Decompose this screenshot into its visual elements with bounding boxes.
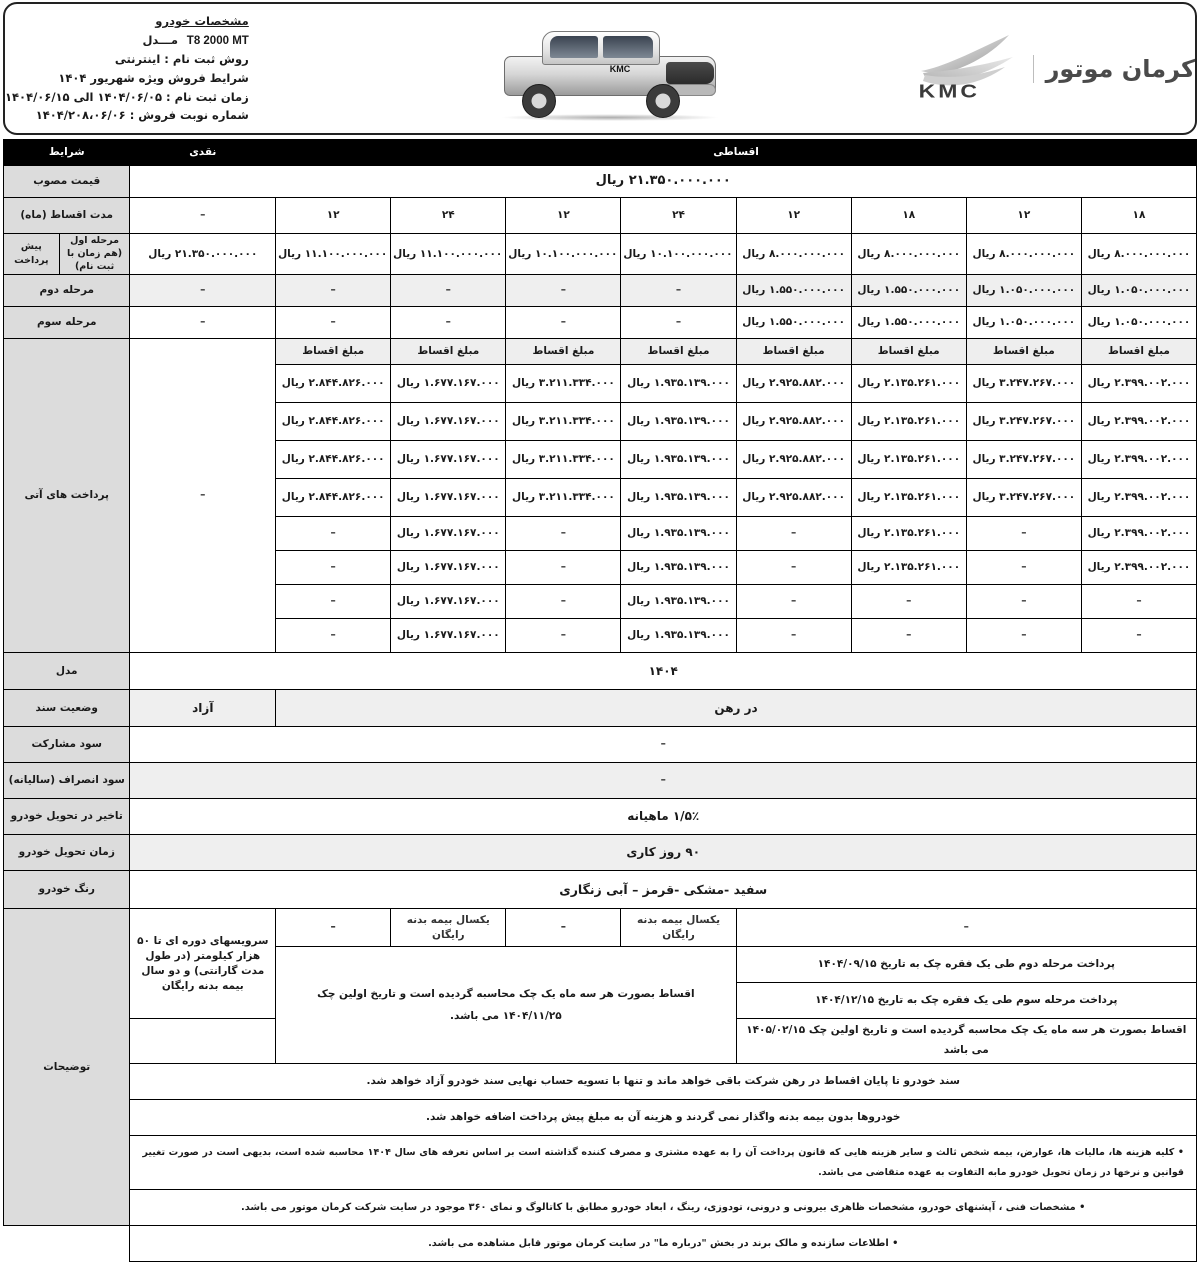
delivery-delay-row [4,799,1197,835]
page-header [3,2,1197,135]
kmc-logo-icon [913,31,1019,107]
check-note-right-3: اقساط بصورت هر سه ماه یک چک محاسبه گردیده است و تاریخ اولین چک ۱۴۰۵/۰۲/۱۵ می باشد [736,1019,1196,1064]
installment-head-cell: مبلغ اقساط [966,339,1081,365]
installment-cell: – [276,517,391,551]
months-cell: ۱۸ [1081,198,1196,234]
installment-cell: – [736,619,851,653]
row-label-prepayment: پیش پرداخت [4,234,59,274]
row-label-approved-price: قیمت مصوب [4,166,130,198]
row-label-stage1 [4,234,130,275]
installment-cell: – [966,619,1081,653]
installment-cell: ۲.۸۴۴.۸۲۶.۰۰۰ ریال [276,479,391,517]
insurance-cell: – [276,909,391,947]
installment-cell: – [736,551,851,585]
car-color-row [4,871,1197,909]
row-label-stage3: مرحله سوم [4,307,130,339]
installment-cell: ۲.۳۹۹.۰۰۲.۰۰۰ ریال [1081,517,1196,551]
months-cell: ۲۴ [391,198,506,234]
installment-cell: – [276,551,391,585]
insurance-cell: یکسال بیمه بدنه رایگان [621,909,736,947]
insurance-cell: – [506,909,621,947]
installment-cell: – [966,517,1081,551]
installment-cell: ۱.۶۷۷.۱۶۷.۰۰۰ ریال [391,585,506,619]
register-method: روش ثبت نام : اینترنتی [114,52,249,67]
stage2-cell: – [391,275,506,307]
car-color-value: سفید -مشکی -قرمز – آبی زنگاری [130,871,1197,909]
vehicle-image [430,14,730,124]
model-value: T8 2000 MT [186,34,249,47]
future-payments-cash: – [130,339,276,653]
installment-cell: ۲.۱۳۵.۲۶۱.۰۰۰ ریال [851,365,966,403]
delivery-time-row [4,835,1197,871]
partnership-profit-row [4,727,1197,763]
footer-note-4: • مشخصات فنی ، آپشنهای خودرو، مشخصات ظاهری بیرونی و درونی، تودوزی، رینگ ، ابعاد خودرو مطابق با کاتالوگ و نمای ۳۶۰ موجود در سایت شرکت کرمان موتور می باشد. [130,1190,1197,1226]
installment-head-cell: مبلغ اقساط [851,339,966,365]
stage1-cell-cash: ۲۱.۳۵۰.۰۰۰.۰۰۰ ریال [130,234,276,275]
terms-title: شرایط فروش ویژه شهریور ۱۴۰۴ [58,71,249,85]
sales-conditions-table [3,139,1197,1262]
row-label-car-color: رنگ خودرو [4,871,130,909]
stage3-cell: – [506,307,621,339]
model-line [5,31,249,51]
stage2-cell: ۱.۰۵۰.۰۰۰.۰۰۰ ریال [1081,275,1196,307]
stage3-cell: ۱.۵۵۰.۰۰۰.۰۰۰ ریال [851,307,966,339]
installment-head-cell: مبلغ اقساط [506,339,621,365]
installment-cell: ۳.۲۴۷.۲۶۷.۰۰۰ ریال [966,365,1081,403]
stage2-cell: – [621,275,736,307]
installment-cell: – [1081,585,1196,619]
check-note-left: اقساط بصورت هر سه ماه یک چک محاسبه گردیده است و تاریخ اولین چک ۱۴۰۴/۱۱/۲۵ می باشد. [276,947,736,1064]
installment-cell: – [1081,619,1196,653]
sale-round: شماره نوبت فروش : ۱۴۰۴/۲۰۸،۰۶/۰۶ [35,108,249,123]
installment-cell: ۱.۶۷۷.۱۶۷.۰۰۰ ریال [391,441,506,479]
installment-cell: ۱.۹۳۵.۱۳۹.۰۰۰ ریال [621,517,736,551]
installment-cell: – [506,517,621,551]
months-cell-cash: – [130,198,276,234]
installment-head-cell: مبلغ اقساط [391,339,506,365]
footer-note-3: • کلیه هزینه ها، مالیات ها، عوارض، بیمه شخص ثالث و سایر هزینه هایی که قانون پرداخت آن را به عهده مشتری و مصرف کننده گذاشته است بر اساس تعرفه های سال ۱۴۰۴ محاسبه شده است، بدیهی است در صورت تغییر قوانین و نرخها در زمان تحویل خودرو مابه التفاوت به عهده متقاضی می باشد. [130,1136,1197,1190]
row-label-model-year: مدل [4,653,130,690]
installment-cell: ۱.۶۷۷.۱۶۷.۰۰۰ ریال [391,551,506,585]
months-cell: ۲۴ [621,198,736,234]
stage2-cell: ۱.۰۵۰.۰۰۰.۰۰۰ ریال [966,275,1081,307]
document-status-installment: در رهن [276,690,1197,727]
installment-cell: ۱.۶۷۷.۱۶۷.۰۰۰ ریال [391,619,506,653]
approved-price-value: ۲۱.۳۵۰.۰۰۰.۰۰۰ ریال [130,166,1197,198]
model-year-row [4,653,1197,690]
installment-cell: ۳.۲۴۷.۲۶۷.۰۰۰ ریال [966,479,1081,517]
stage1-cell: ۱۰.۱۰۰.۰۰۰.۰۰۰ ریال [506,234,621,275]
installment-cell: ۱.۹۳۵.۱۳۹.۰۰۰ ریال [621,585,736,619]
installment-cell: ۱.۹۳۵.۱۳۹.۰۰۰ ریال [621,551,736,585]
installment-cell: ۲.۸۴۴.۸۲۶.۰۰۰ ریال [276,403,391,441]
installment-cell: ۱.۶۷۷.۱۶۷.۰۰۰ ریال [391,365,506,403]
months-cell: ۱۲ [966,198,1081,234]
installment-head-row [4,339,1197,365]
group-header-installment: اقساطی [276,140,1197,166]
stage3-row [4,307,1197,339]
footer-note-1: سند خودرو تا پایان اقساط در رهن شرکت باقی خواهد ماند و تنها با تسویه حساب نهایی سند خودرو آزاد خواهد شد. [130,1064,1197,1100]
footer-note-row [4,1064,1197,1100]
installment-cell: – [736,585,851,619]
installment-cell: ۲.۹۲۵.۸۸۲.۰۰۰ ریال [736,479,851,517]
footer-note-2: خودروها بدون بیمه بدنه واگذار نمی گردند و هزینه آن به مبلغ پیش پرداخت اضافه خواهد شد. [130,1100,1197,1136]
stage2-cell-cash: – [130,275,276,307]
stage1-row [4,234,1197,275]
installment-cell: – [276,585,391,619]
installment-cell: – [851,585,966,619]
insurance-cell: یکسال بیمه بدنه رایگان [391,909,506,947]
row-label-future-payments: پرداخت های آتی [4,339,130,653]
installment-cell: – [966,585,1081,619]
brand-logo-area [897,31,1195,107]
insurance-row [4,909,1197,947]
footer-note-row [4,1100,1197,1136]
vehicle-badge-text: KMC [609,63,631,74]
stage2-cell: ۱.۵۵۰.۰۰۰.۰۰۰ ریال [851,275,966,307]
approved-price-row [4,166,1197,198]
stage3-cell: – [391,307,506,339]
check-note-right-2: پرداخت مرحله سوم طی یک فقره چک به تاریخ ۱۴۰۴/۱۲/۱۵ [736,983,1196,1019]
installment-cell: ۲.۳۹۹.۰۰۲.۰۰۰ ریال [1081,403,1196,441]
footer-note-row [4,1190,1197,1226]
installment-cell: ۲.۸۴۴.۸۲۶.۰۰۰ ریال [276,365,391,403]
withdrawal-profit-value: – [130,763,1197,799]
stage1-cell: ۱۱.۱۰۰.۰۰۰.۰۰۰ ریال [391,234,506,275]
withdrawal-profit-row [4,763,1197,799]
installment-cell: ۲.۹۲۵.۸۸۲.۰۰۰ ریال [736,365,851,403]
installment-cell: ۲.۱۳۵.۲۶۱.۰۰۰ ریال [851,551,966,585]
installment-head-cell: مبلغ اقساط [276,339,391,365]
installment-cell: ۳.۲۱۱.۳۳۴.۰۰۰ ریال [506,441,621,479]
installment-cell: ۳.۲۱۱.۳۳۴.۰۰۰ ریال [506,365,621,403]
installment-cell: – [851,619,966,653]
stage1-cell: ۸.۰۰۰.۰۰۰.۰۰۰ ریال [736,234,851,275]
installment-cell: ۲.۱۳۵.۲۶۱.۰۰۰ ریال [851,479,966,517]
stage2-cell: ۱.۵۵۰.۰۰۰.۰۰۰ ریال [736,275,851,307]
installment-cell: ۱.۹۳۵.۱۳۹.۰۰۰ ریال [621,403,736,441]
installment-cell: ۱.۹۳۵.۱۳۹.۰۰۰ ریال [621,619,736,653]
footer-note-row [4,1136,1197,1190]
installment-cell: ۳.۲۴۷.۲۶۷.۰۰۰ ریال [966,403,1081,441]
installment-cell: – [506,551,621,585]
stage1-cell: ۸.۰۰۰.۰۰۰.۰۰۰ ریال [851,234,966,275]
installment-cell: ۲.۱۳۵.۲۶۱.۰۰۰ ریال [851,403,966,441]
stage2-row [4,275,1197,307]
installment-cell: ۱.۹۳۵.۱۳۹.۰۰۰ ریال [621,365,736,403]
model-label: مـــدل [142,32,178,47]
stage3-cell: – [276,307,391,339]
installment-cell: – [506,585,621,619]
brand-name-fa: کرمان موتور [1033,55,1195,83]
months-cell: ۱۲ [276,198,391,234]
installment-cell: ۲.۱۳۵.۲۶۱.۰۰۰ ریال [851,517,966,551]
installment-cell: ۱.۶۷۷.۱۶۷.۰۰۰ ریال [391,517,506,551]
stage1-cell: ۱۱.۱۰۰.۰۰۰.۰۰۰ ریال [276,234,391,275]
installment-cell: – [276,619,391,653]
installment-cell: ۱.۹۳۵.۱۳۹.۰۰۰ ریال [621,441,736,479]
installment-cell: ۳.۲۴۷.۲۶۷.۰۰۰ ریال [966,441,1081,479]
insurance-cell: – [736,909,1196,947]
model-year-value: ۱۴۰۴ [130,653,1197,690]
row-label-withdrawal-profit: سود انصراف (سالیانه) [4,763,130,799]
row-label-explanations: توضیحات [4,909,130,1226]
header-info-block [5,8,263,129]
services-note: سرویسهای دوره ای تا ۵۰ هزار کیلومتر (در طول مدت گارانتی) و دو سال بیمه بدنه رایگان [130,909,276,1019]
footer-note-5: • اطلاعات سازنده و مالک برند در بخش "درباره ما" در سایت کرمان موتور قابل مشاهده می باشد. [130,1226,1197,1262]
months-cell: ۱۲ [506,198,621,234]
installment-head-cell: مبلغ اقساط [1081,339,1196,365]
stage3-cell: ۱.۵۵۰.۰۰۰.۰۰۰ ریال [736,307,851,339]
stage3-cell: ۱.۰۵۰.۰۰۰.۰۰۰ ریال [1081,307,1196,339]
stage1-cell: ۱۰.۱۰۰.۰۰۰.۰۰۰ ریال [621,234,736,275]
row-label-delivery-delay: تاخیر در تحویل خودرو [4,799,130,835]
months-cell: ۱۸ [851,198,966,234]
delivery-delay-value: ۱/۵٪ ماهیانه [130,799,1197,835]
stage1-cell: ۸.۰۰۰.۰۰۰.۰۰۰ ریال [1081,234,1196,275]
document-status-row [4,690,1197,727]
brand-name-en: KMC [918,79,980,102]
installment-cell: ۲.۳۹۹.۰۰۲.۰۰۰ ریال [1081,365,1196,403]
stage1-label-line2: (هم زمان با ثبت نام) [67,247,123,272]
row-label-months: مدت اقساط (ماه) [4,198,130,234]
stage3-cell-cash: – [130,307,276,339]
stage2-cell: – [506,275,621,307]
document-status-cash: آزاد [130,690,276,727]
months-row [4,198,1197,234]
row-label-partnership-profit: سود مشارکت [4,727,130,763]
sales-terms-sheet [0,2,1200,1285]
footer-note-row [4,1226,1197,1262]
installment-cell: ۲.۱۳۵.۲۶۱.۰۰۰ ریال [851,441,966,479]
installment-cell: ۳.۲۱۱.۳۳۴.۰۰۰ ریال [506,479,621,517]
installment-cell: – [506,619,621,653]
row-label-document-status: وضعیت سند [4,690,130,727]
installment-head-cell: مبلغ اقساط [621,339,736,365]
group-header-cash: نقدی [130,140,276,166]
installment-cell: – [736,517,851,551]
delivery-time-value: ۹۰ روز کاری [130,835,1197,871]
installment-cell: ۲.۹۲۵.۸۸۲.۰۰۰ ریال [736,403,851,441]
specs-title: مشخصات خودرو [155,14,249,29]
row-label-stage2: مرحله دوم [4,275,130,307]
installment-cell: ۲.۳۹۹.۰۰۲.۰۰۰ ریال [1081,479,1196,517]
stage1-cell: ۸.۰۰۰.۰۰۰.۰۰۰ ریال [966,234,1081,275]
installment-head-cell: مبلغ اقساط [736,339,851,365]
group-header-row [4,140,1197,166]
stage3-cell: ۱.۰۵۰.۰۰۰.۰۰۰ ریال [966,307,1081,339]
stage3-cell: – [621,307,736,339]
row-label-delivery-time: زمان تحویل خودرو [4,835,130,871]
row-label-conditions: شرایط [4,140,130,166]
stage2-cell: – [276,275,391,307]
partnership-profit-value: – [130,727,1197,763]
installment-cell: ۲.۳۹۹.۰۰۲.۰۰۰ ریال [1081,551,1196,585]
installment-cell: – [966,551,1081,585]
check-note-right-1: پرداخت مرحله دوم طی یک فقره چک به تاریخ ۱۴۰۴/۰۹/۱۵ [736,947,1196,983]
installment-cell: ۱.۶۷۷.۱۶۷.۰۰۰ ریال [391,403,506,441]
installment-cell: ۲.۹۲۵.۸۸۲.۰۰۰ ریال [736,441,851,479]
installment-cell: ۱.۹۳۵.۱۳۹.۰۰۰ ریال [621,479,736,517]
register-time: زمان ثبت نام : ۱۴۰۴/۰۶/۰۵ الی ۱۴۰۴/۰۶/۱۵ [5,89,249,104]
installment-cell: ۲.۸۴۴.۸۲۶.۰۰۰ ریال [276,441,391,479]
stage1-label-line1: مرحله اول [70,235,120,246]
installment-cell: ۱.۶۷۷.۱۶۷.۰۰۰ ریال [391,479,506,517]
installment-cell: ۳.۲۱۱.۳۳۴.۰۰۰ ریال [506,403,621,441]
months-cell: ۱۲ [736,198,851,234]
installment-cell: ۲.۳۹۹.۰۰۲.۰۰۰ ریال [1081,441,1196,479]
